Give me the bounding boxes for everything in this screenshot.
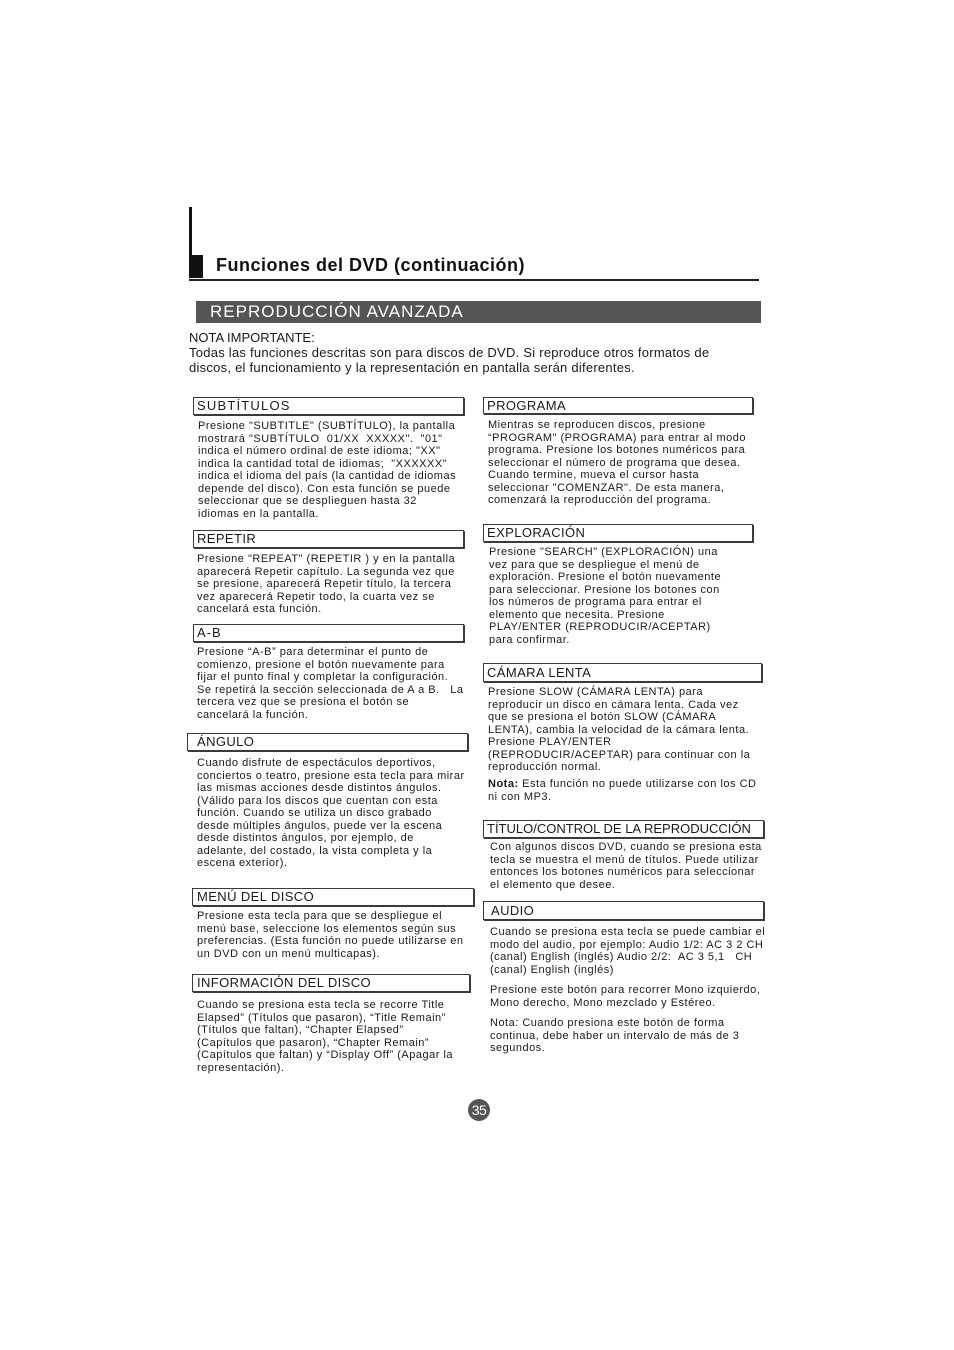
heading-menu-del-disco: MENÚ DEL DISCO xyxy=(192,888,474,906)
text-line: las mismas acciones desde distintos ángulos. xyxy=(197,782,442,794)
important-note-text xyxy=(189,346,709,375)
heading-titulo-control: TÍTULO/CONTROL DE LA REPRODUCCIÓN xyxy=(483,820,764,838)
text-line: desde distintos ángulos, por ejemplo, de xyxy=(197,832,414,844)
body-angulo xyxy=(197,757,465,870)
note-line: ni con MP3. xyxy=(488,790,552,803)
heading-camara-lenta: CÁMARA LENTA xyxy=(483,663,762,682)
text-line: Cuando se presiona esta tecla se puede cambiar el xyxy=(490,926,766,938)
heading-angulo: ÁNGULO xyxy=(187,733,468,751)
text-line: los números de programa para entrar el xyxy=(489,596,702,608)
heading-exploracion: EXPLORACIÓN xyxy=(483,524,753,542)
body-camara-lenta xyxy=(488,686,750,774)
important-note-label: NOTA IMPORTANTE: xyxy=(189,330,315,345)
text-line: Presione PLAY/ENTER xyxy=(488,736,612,748)
text-line: escena exterior). xyxy=(197,857,288,869)
text-line: desde múltiples ángulos, puede ver la escena xyxy=(197,819,443,832)
text-line: continua, debe haber un intervalo de más de 3 xyxy=(490,1029,740,1042)
text-line: indica el número ordinal de este idioma; "XX" xyxy=(198,445,441,457)
text-line: exploración. Presione el botón nuevamente xyxy=(489,571,722,583)
text-line: modo del audio, por ejemplo: Audio 1/2: AC 3 2 CH xyxy=(490,938,764,951)
heading-audio: AUDIO xyxy=(483,901,764,920)
text-line: seleccionar que se desplieguen hasta 32 xyxy=(198,495,417,507)
text-line: Presione "SUBTITLE" (SUBTÍTULO), la pantalla xyxy=(198,420,456,432)
text-line: mostrará "SUBTÍTULO 01/XX XXXXX". "01" xyxy=(198,432,443,445)
text-line: un DVD con un menú multicapas). xyxy=(197,947,381,960)
text-line: programa. Presione los botones numéricos para xyxy=(488,444,746,456)
text-line: se presione, aparecerá Repetir título, la tercera xyxy=(197,578,452,590)
text-line: Cuando se presiona esta tecla se recorre Title xyxy=(197,999,445,1011)
heading-subtitulos: SUBTÍTULOS xyxy=(193,397,464,415)
heading-a-b: A-B xyxy=(193,624,464,642)
note-label: Nota: xyxy=(488,778,519,790)
text-line: que se presiona el botón SLOW (CÁMARA xyxy=(488,711,717,723)
text-line: Presione "REPEAT" (REPETIR ) y en la pantalla xyxy=(197,553,456,565)
text-line: Presione este botón para recorrer Mono izquierdo, xyxy=(490,984,761,996)
text-line: (canal) English (inglés) Audio 2/2: AC 3 5,1 CH xyxy=(490,951,753,963)
note-line xyxy=(488,778,756,791)
text-line: fijar el punto final y completar la configuración. xyxy=(197,671,449,683)
text-line: Con algunos discos DVD, cuando se presiona esta xyxy=(490,841,762,853)
body-informacion-del-disco xyxy=(197,999,453,1074)
header-bar-block xyxy=(189,255,203,278)
heading-repetir: REPETIR xyxy=(193,530,464,548)
text-line: preferencias. (Esta función no puede utilizarse en xyxy=(197,935,464,947)
text-line: vez para que se despliegue el menú de xyxy=(489,558,700,571)
text-line: Presione “A-B” para determinar el punto de xyxy=(197,646,429,658)
text-line: discos, el funcionamiento y la representación en pantalla serán diferentes. xyxy=(189,359,635,375)
text-line: Se repetirá la sección seleccionada de A a B. La xyxy=(197,683,464,696)
text-line: “PROGRAM" (PROGRAMA) para entrar al modo xyxy=(488,431,747,444)
body-exploracion xyxy=(489,546,721,646)
text-line: PLAY/ENTER (REPRODUCIR/ACEPTAR) xyxy=(489,621,711,633)
body-audio-paragraph-3 xyxy=(490,1017,739,1055)
text-line: Todas las funciones descritas son para discos de DVD. Si reproduce otros formatos de xyxy=(189,345,710,360)
text-line: vez aparecerá Repetir todo, la cuarta vez se xyxy=(197,590,435,603)
text-line: (REPRODUCIR/ACEPTAR) para continuar con la xyxy=(488,748,751,761)
body-a-b xyxy=(197,646,464,721)
body-titulo-control xyxy=(490,841,762,891)
text-line: (Capítulos que pasaron), “Chapter Remain” xyxy=(197,1036,430,1049)
text-line: (Capítulos que faltan) y “Display Off” (Apagar la xyxy=(197,1049,454,1061)
text-line: comienzo, presione el botón nuevamente para xyxy=(197,658,445,671)
text-line: representación). xyxy=(197,1061,285,1074)
text-line: para confirmar. xyxy=(489,633,570,646)
text-line: aparecerá Repetir capítulo. La segunda vez que xyxy=(197,565,455,578)
text-line: (Títulos que faltan), “Chapter Elapsed” xyxy=(197,1024,404,1036)
text-line: para seleccionar. Presione los botones con xyxy=(489,583,720,596)
text-line: tecla se muestra el menú de títulos. Puede utilizar xyxy=(490,853,759,866)
section-banner: REPRODUCCIÓN AVANZADA xyxy=(196,301,761,323)
text-line: cancelará la función. xyxy=(197,708,309,721)
text-line: reproducción normal. xyxy=(488,761,602,773)
text-line: (canal) English (inglés) xyxy=(490,963,614,976)
heading-programa: PROGRAMA xyxy=(483,397,753,414)
body-audio-paragraph-2 xyxy=(490,984,760,1009)
body-programa xyxy=(488,419,746,507)
text-line: elemento que necesita. Presione xyxy=(489,608,665,621)
text-line: tercera vez que se presiona el botón se xyxy=(197,696,410,708)
heading-informacion-del-disco: INFORMACIÓN DEL DISCO xyxy=(192,974,470,992)
body-subtitulos xyxy=(198,420,456,520)
page-number-badge: 35 xyxy=(468,1099,490,1121)
text-line: Elapsed” (Títulos que pasaron), “Title Remain” xyxy=(197,1011,446,1024)
text-line: seleccionar el número de programa que desea. xyxy=(488,456,741,469)
text-line: idiomas en la pantalla. xyxy=(198,507,319,520)
text-line: (Válido para los discos que cuentan con esta xyxy=(197,794,438,807)
camara-lenta-note xyxy=(488,778,756,803)
text-line: Nota: Cuando presiona este botón de forma xyxy=(490,1017,725,1029)
text-line: menú base, seleccione los elementos según sus xyxy=(197,922,457,935)
text-line: adelante, del costado, la vista completa y la xyxy=(197,844,433,857)
text-line: Mientras se reproducen discos, presione xyxy=(488,419,706,431)
text-line: segundos. xyxy=(490,1042,546,1054)
text-line: LENTA), cambia la velocidad de la cámara lenta. xyxy=(488,723,750,736)
text-line: Cuando termine, mueva el cursor hasta xyxy=(488,469,700,481)
page-title: Funciones del DVD (continuación) xyxy=(216,255,526,275)
text-line: Presione "SEARCH" (EXPLORACIÓN) una xyxy=(489,546,718,558)
text-line: comenzará la reproducción del programa. xyxy=(488,494,712,506)
text-line: función. Cuando se utiliza un disco grabado xyxy=(197,807,432,819)
text-line: reproducir un disco en cámara lenta. Cada vez xyxy=(488,698,739,711)
text-line: Mono derecho, Mono mezclado y Estéreo. xyxy=(490,996,716,1009)
text-line: indica el idioma del país (la cantidad de idiomas xyxy=(198,470,457,482)
text-line: seleccionar "COMENZAR". De esta manera, xyxy=(488,481,725,494)
text-line: indica la cantidad total de idiomas; "XXXXXX" xyxy=(198,457,448,470)
header-rule xyxy=(189,279,759,281)
text-line: conciertos o teatro, presione esta tecla para mirar xyxy=(197,769,465,782)
body-repetir xyxy=(197,553,455,616)
text-line: depende del disco). Con esta función se puede xyxy=(198,482,451,495)
text-line: Cuando disfrute de espectáculos deportivos, xyxy=(197,757,436,769)
text-line: cancelará esta función. xyxy=(197,603,322,615)
body-menu-del-disco xyxy=(197,910,464,960)
text-line: el elemento que desee. xyxy=(490,878,616,891)
text-line: Presione SLOW (CÁMARA LENTA) para xyxy=(488,686,703,698)
header-bar-line xyxy=(189,207,192,256)
text-line: entonces los botones numéricos para seleccionar xyxy=(490,866,756,878)
text-line: Presione esta tecla para que se despliegue el xyxy=(197,910,443,922)
body-audio-paragraph-1 xyxy=(490,926,765,976)
note-text: Esta función no puede utilizarse con los CD xyxy=(522,778,757,790)
